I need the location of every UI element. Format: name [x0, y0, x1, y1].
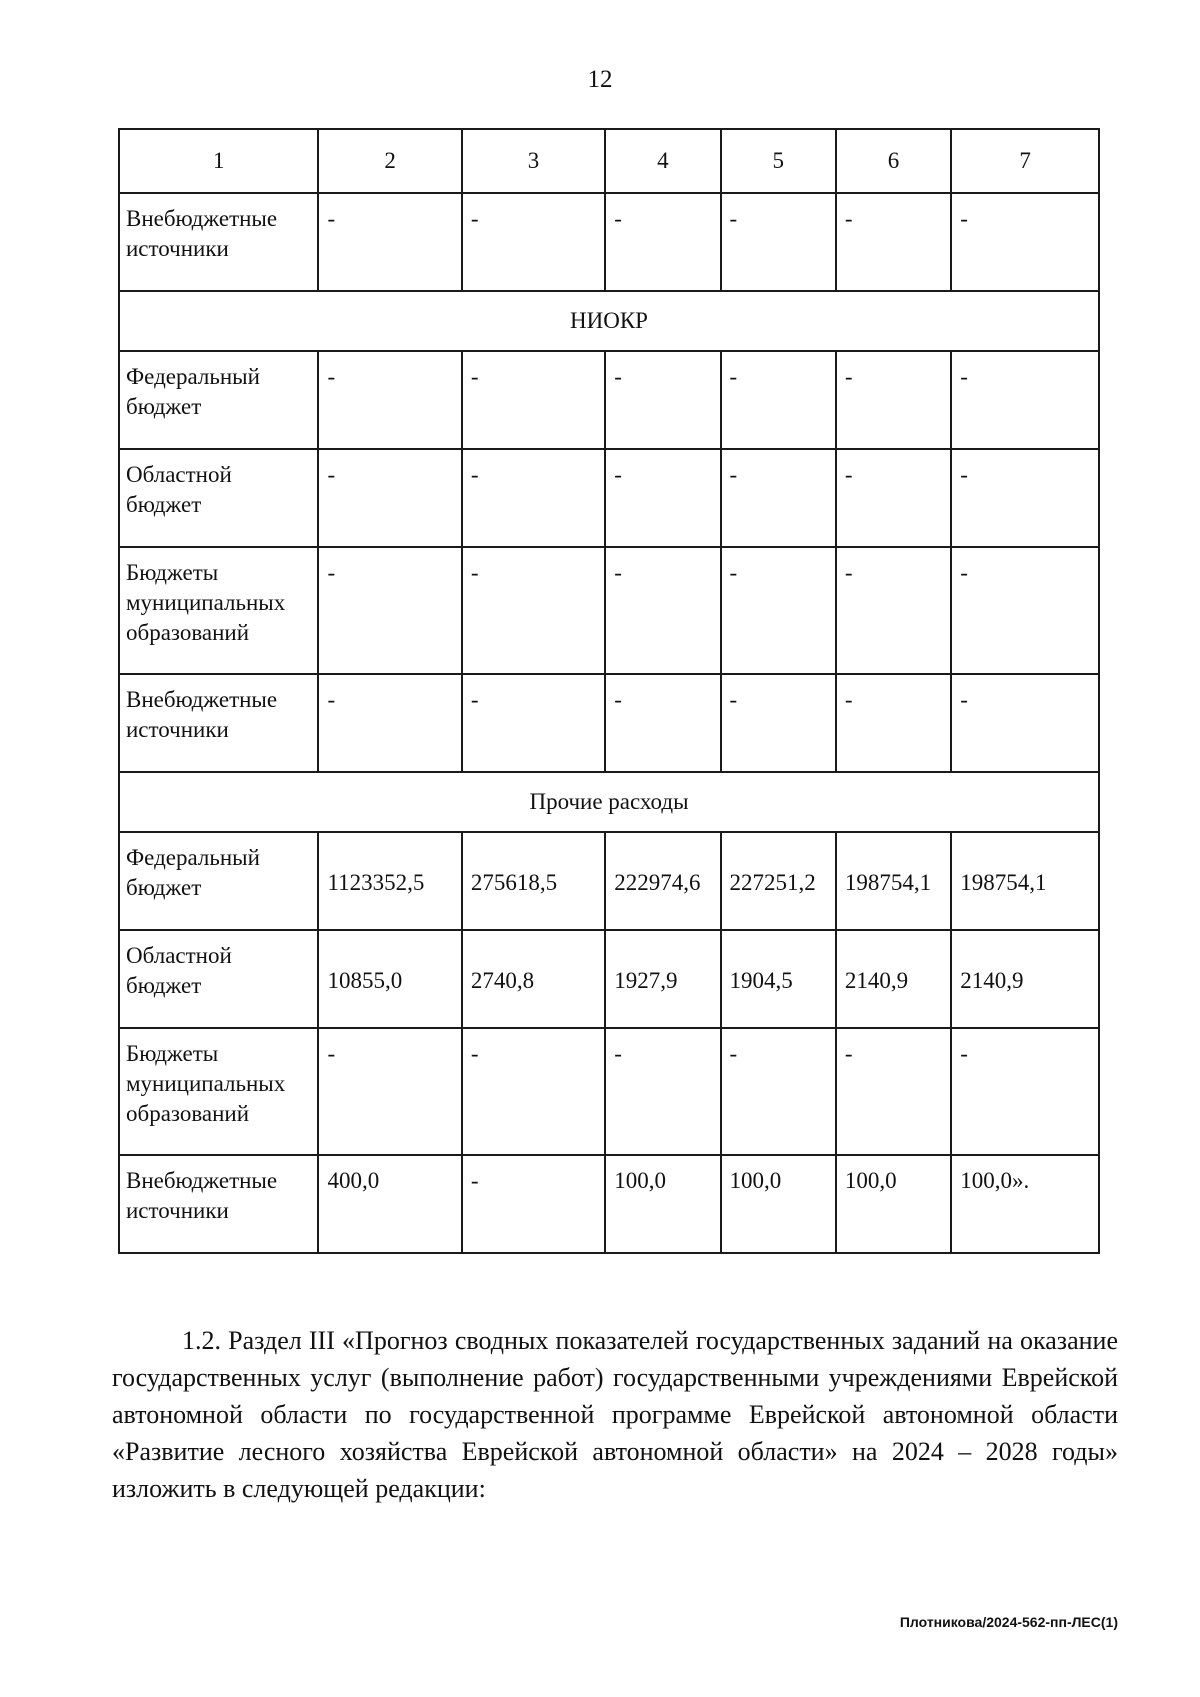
table-cell: 100,0 — [605, 1155, 720, 1253]
table-cell: 100,0 — [836, 1155, 951, 1253]
table-cell: - — [721, 351, 836, 449]
table-cell: - — [605, 547, 720, 674]
table-cell: 227251,2 — [721, 832, 836, 930]
table-cell: - — [951, 351, 1099, 449]
table-cell: - — [951, 1028, 1099, 1155]
row-label: Бюджеты муниципальных образований — [119, 1028, 318, 1155]
table-cell: - — [836, 674, 951, 772]
table-cell: 100,0 — [721, 1155, 836, 1253]
table-row — [119, 930, 1099, 1028]
table-cell: - — [836, 1028, 951, 1155]
table-row — [119, 674, 1099, 772]
column-header: 6 — [836, 129, 951, 193]
table-cell: - — [318, 193, 461, 291]
table-cell: 2140,9 — [836, 930, 951, 1028]
table-cell: - — [951, 547, 1099, 674]
table-cell: - — [721, 1028, 836, 1155]
table-cell: - — [721, 193, 836, 291]
table-cell: 1927,9 — [605, 930, 720, 1028]
column-header-row — [119, 129, 1099, 193]
column-header: 5 — [721, 129, 836, 193]
table-cell: - — [951, 449, 1099, 547]
row-label: Федеральный бюджет — [119, 351, 318, 449]
table-cell: 1123352,5 — [318, 832, 461, 930]
document-code: Плотникова/2024-562-пп-ЛЕС(1) — [899, 1614, 1118, 1630]
table-cell: 400,0 — [318, 1155, 461, 1253]
table-cell: - — [462, 1028, 605, 1155]
table-cell: - — [462, 547, 605, 674]
table-cell: - — [462, 449, 605, 547]
table-cell: - — [721, 547, 836, 674]
table-cell: 275618,5 — [462, 832, 605, 930]
table-cell: - — [318, 547, 461, 674]
table-cell: - — [605, 1028, 720, 1155]
row-label: Бюджеты муниципальных образований — [119, 547, 318, 674]
table-cell: - — [318, 449, 461, 547]
table-cell: 1904,5 — [721, 930, 836, 1028]
body-paragraph: 1.2. Раздел III «Прогноз сводных показателей государственных заданий на оказание государственных услуг (выполнение работ) государственными учреждениями Еврейской автономной области по государственной программе Еврейской автономной области «Развитие лесного хозяйства Еврейской автономной области» на 2024 – 2028 годы» изложить в следующей редакции: — [112, 1326, 1118, 1503]
row-label: Областной бюджет — [119, 930, 318, 1028]
table-row — [119, 1155, 1099, 1253]
table-row — [119, 351, 1099, 449]
table-cell: 198754,1 — [836, 832, 951, 930]
table-cell: - — [462, 193, 605, 291]
table-cell: - — [836, 351, 951, 449]
table-cell: - — [605, 351, 720, 449]
table-body — [119, 129, 1099, 1253]
column-header: 2 — [318, 129, 461, 193]
table-cell: - — [836, 547, 951, 674]
table-cell: - — [721, 674, 836, 772]
column-header: 1 — [119, 129, 318, 193]
table-cell: - — [605, 674, 720, 772]
table-cell: - — [318, 351, 461, 449]
table-cell: - — [951, 674, 1099, 772]
table-row — [119, 547, 1099, 674]
table-cell: 2740,8 — [462, 930, 605, 1028]
table-row — [119, 449, 1099, 547]
table-cell: 2140,9 — [951, 930, 1099, 1028]
table-cell: 198754,1 — [951, 832, 1099, 930]
page-number: 12 — [587, 66, 613, 93]
row-label: Внебюджетные источники — [119, 674, 318, 772]
table-row — [119, 193, 1099, 291]
table-row — [119, 1028, 1099, 1155]
column-header: 4 — [605, 129, 720, 193]
column-header: 3 — [462, 129, 605, 193]
table-cell: 10855,0 — [318, 930, 461, 1028]
table-cell: 100,0». — [951, 1155, 1099, 1253]
table-cell: - — [951, 193, 1099, 291]
row-label: Внебюджетные источники — [119, 193, 318, 291]
table-cell: - — [462, 1155, 605, 1253]
row-label: Федеральный бюджет — [119, 832, 318, 930]
table-cell: - — [836, 193, 951, 291]
table-cell: - — [462, 351, 605, 449]
table-cell: - — [721, 449, 836, 547]
table-cell: 222974,6 — [605, 832, 720, 930]
column-header: 7 — [951, 129, 1099, 193]
section-header-row — [119, 772, 1099, 832]
table-row — [119, 832, 1099, 930]
table-cell: - — [462, 674, 605, 772]
table-cell: - — [605, 449, 720, 547]
section-title: Прочие расходы — [119, 772, 1099, 832]
table-cell: - — [605, 193, 720, 291]
section-title: НИОКР — [119, 291, 1099, 351]
table-cell: - — [318, 674, 461, 772]
row-label: Областной бюджет — [119, 449, 318, 547]
row-label: Внебюджетные источники — [119, 1155, 318, 1253]
section-header-row — [119, 291, 1099, 351]
table-cell: - — [318, 1028, 461, 1155]
budget-table — [118, 128, 1100, 1254]
table-cell: - — [836, 449, 951, 547]
